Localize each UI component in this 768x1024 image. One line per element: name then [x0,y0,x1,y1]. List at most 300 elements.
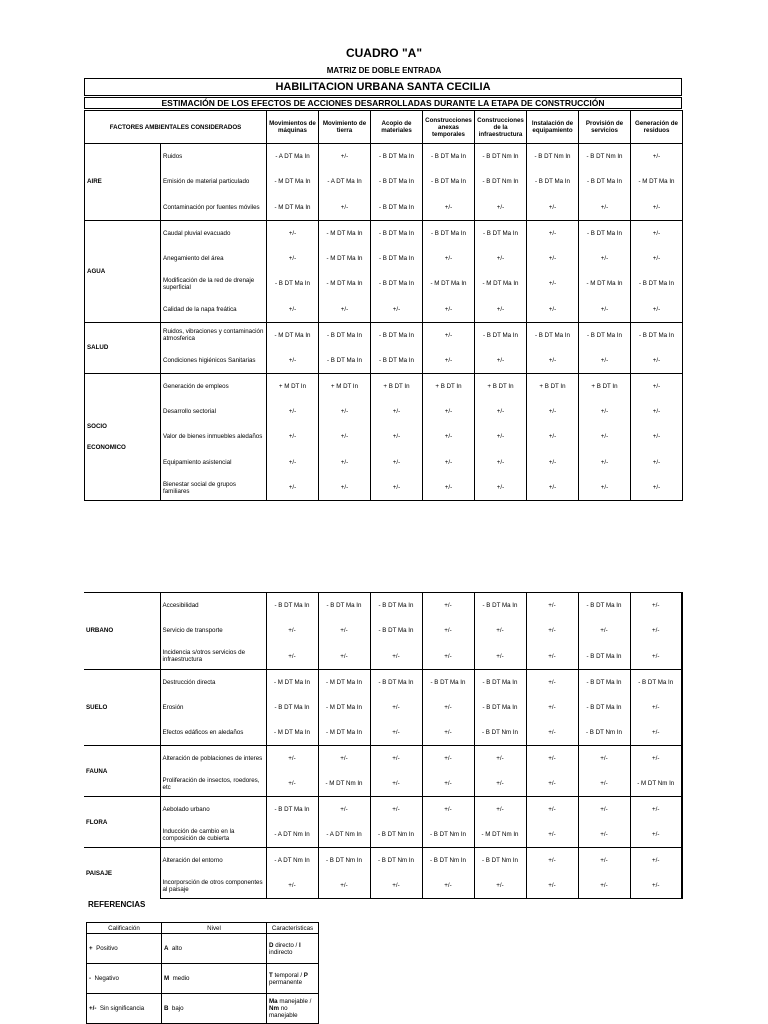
impact-cell: +/- [527,271,579,297]
impact-cell: +/- [474,618,526,644]
impact-cell: - A DT Nm In [318,822,370,848]
impact-cell: - B DT Ma In [578,695,630,721]
ref-symbol: + [89,945,93,952]
impact-cell: +/- [423,297,475,323]
impact-cell: - B DT Ma In [370,593,422,619]
impact-cell: +/- [266,618,318,644]
impact-cell: +/- [631,399,683,425]
factor-label: Alteración de poblaciones de interes [160,746,266,772]
impact-cell: +/- [370,746,422,772]
impact-cell: - B DT Ma In [371,144,423,170]
factor-group-label: FLORA [86,818,108,826]
impact-cell: - B DT Ma In [422,669,474,695]
impact-cell: - B DT Ma In [474,593,526,619]
impact-cell: +/- [630,746,682,772]
impact-cell: - M DT Ma In [318,695,370,721]
impact-cell: - M DT Ma In [319,220,371,246]
ref-symbol: +/- [89,1005,97,1012]
impact-cell: +/- [526,848,578,874]
impact-cell: +/- [578,873,630,899]
factor-group-label: PAISAJE [86,869,113,877]
impact-cell: +/- [630,848,682,874]
table-row [84,797,682,823]
spacer [87,430,158,444]
action-header: Movimiento de tierra [319,111,371,144]
impact-cell: - B DT Ma In [371,195,423,221]
impact-cell: - B DT Ma In [527,322,579,348]
impact-cell: - M DT Ma In [475,271,527,297]
references-table [86,922,319,1024]
impact-cell: +/- [475,348,527,374]
impact-cell: +/- [526,797,578,823]
impact-cell: +/- [578,746,630,772]
factor-label: Condiciones higiénicos Sanitarias [161,348,267,374]
impact-cell: +/- [422,644,474,670]
impact-cell: +/- [474,771,526,797]
impact-cell: +/- [630,720,682,746]
impact-cell: - B DT Ma In [579,220,631,246]
impact-cell: +/- [474,873,526,899]
impact-cell: +/- [318,746,370,772]
impact-cell: +/- [631,220,683,246]
impact-cell: +/- [474,746,526,772]
impact-cell: + M DT In [267,373,319,399]
table-row [85,169,683,195]
impact-cell: +/- [422,771,474,797]
action-header: Construcciones anexas temporales [423,111,475,144]
impact-cell: +/- [422,618,474,644]
impact-cell: +/- [630,644,682,670]
project-title: HABILITACION URBANA SANTA CECILIA [84,78,682,96]
impact-cell: - B DT Ma In [371,169,423,195]
ref-header: Características [267,923,319,934]
impact-cell: +/- [526,746,578,772]
impact-cell: +/- [526,873,578,899]
impact-cell: - M DT Ma In [318,720,370,746]
table-row [85,297,683,323]
impact-cell: - B DT Ma In [371,322,423,348]
factor-label: Destrucción directa [160,669,266,695]
impact-cell: - M DT Ma In [319,271,371,297]
table-row [84,746,682,772]
impact-cell: +/- [370,873,422,899]
table-row [85,373,683,399]
impact-cell: +/- [267,450,319,476]
table-row [84,618,682,644]
table-caption: ESTIMACIÓN DE LOS EFECTOS DE ACCIONES DESARROLLADAS DURANTE LA ETAPA DE CONSTRUCCIÓN [84,97,682,109]
impact-cell: +/- [631,246,683,272]
impact-cell: - B DT Ma In [370,669,422,695]
impact-cell: +/- [526,695,578,721]
table-row [84,669,682,695]
ref-symbol: Ma [269,998,278,1005]
impact-cell: +/- [579,297,631,323]
impact-cell: - B DT Ma In [371,220,423,246]
impact-cell: +/- [579,424,631,450]
impact-cell: +/- [422,593,474,619]
factor-label: Efectos edáficos en aledaños [160,720,266,746]
table-row [85,220,683,246]
impact-cell: - B DT Nm In [475,169,527,195]
impact-cell: +/- [422,746,474,772]
impact-cell: +/- [370,695,422,721]
impact-cell: +/- [631,348,683,374]
impact-cell: +/- [266,771,318,797]
ref-nivel [162,934,267,964]
impact-cell: - M DT Nm In [318,771,370,797]
factors-header: FACTORES AMBIENTALES CONSIDERADOS [85,111,267,144]
ref-text: medio [172,975,190,982]
ref-symbol: Nm [269,1005,279,1012]
ref-symbol: D [269,941,274,949]
factor-label: Contaminación por fuentes móviles [161,195,267,221]
impact-cell: +/- [475,195,527,221]
impact-cell: +/- [526,593,578,619]
impact-cell: +/- [266,644,318,670]
table-row [85,348,683,374]
impact-cell: +/- [527,424,579,450]
impact-matrix-top [84,110,683,501]
impact-cell: - A DT Nm In [266,822,318,848]
impact-cell: +/- [422,720,474,746]
factor-label: Modificación de la red de drenaje superficial [163,276,255,291]
impact-cell: +/- [267,424,319,450]
impact-cell: +/- [527,399,579,425]
impact-cell: +/- [631,144,683,170]
impact-cell: +/- [423,322,475,348]
table-row [84,771,682,797]
impact-cell: +/- [423,399,475,425]
table-row [84,720,682,746]
impact-cell: +/- [527,220,579,246]
impact-cell: - M DT Ma In [267,195,319,221]
impact-cell: +/- [527,246,579,272]
factor-label: Ruidos, vibraciones y contaminación atmosferica [161,322,267,348]
impact-cell: - B DT Ma In [579,322,631,348]
ref-row [87,934,319,964]
factor-label: Alteración del entorno [160,848,266,874]
table-row [85,322,683,348]
impact-cell: - M DT Ma In [631,169,683,195]
ref-caracteristicas: D directo / I indirecto [267,934,319,964]
impact-cell: - B DT Nm In [578,720,630,746]
impact-cell: +/- [475,450,527,476]
factor-group [85,220,161,322]
factor-group-label: SALUD [87,344,109,351]
impact-cell: - B DT Ma In [474,695,526,721]
factor-label: Equipamiento asistencial [163,458,232,466]
impact-cell: - M DT Ma In [318,669,370,695]
impact-cell: - M DT Ma In [579,271,631,297]
impact-cell: - B DT Ma In [527,169,579,195]
ref-text: bajo [171,1005,184,1012]
impact-cell: +/- [527,195,579,221]
impact-cell: - B DT Ma In [423,220,475,246]
impact-cell: +/- [318,644,370,670]
action-header: Provisión de servicios [579,111,631,144]
impact-cell: +/- [423,246,475,272]
impact-cell: - A DT Ma In [319,169,371,195]
impact-cell: +/- [423,195,475,221]
impact-cell: - M DT Ma In [266,720,318,746]
impact-cell: - M DT Ma In [423,271,475,297]
factor-group-label: ECONOMICO [87,443,126,451]
impact-cell: +/- [579,475,631,501]
impact-cell: - B DT Ma In [631,271,683,297]
action-header: Instalación de equipamiento [527,111,579,144]
ref-calificacion [87,994,162,1024]
factor-label: Anegamiento del área [163,254,224,262]
ref-symbol: - [89,975,92,982]
impact-cell: - B DT Nm In [370,848,422,874]
impact-cell: - B DT Nm In [474,848,526,874]
impact-cell: + B DT In [475,373,527,399]
impact-cell: - B DT Ma In [319,348,371,374]
impact-cell: + B DT In [527,373,579,399]
ref-symbol: T [269,971,273,979]
table-row [84,822,682,848]
impact-cell: +/- [630,695,682,721]
impact-cell: - B DT Ma In [579,169,631,195]
impact-cell: - M DT Nm In [630,771,682,797]
impact-cell: +/- [630,873,682,899]
impact-cell: +/- [422,873,474,899]
ref-calificacion [87,964,162,994]
impact-cell: - M DT Ma In [267,169,319,195]
impact-cell: - M DT Ma In [266,669,318,695]
impact-cell: - B DT Ma In [318,593,370,619]
impact-cell: +/- [526,771,578,797]
action-header: Construcciones de la infraestructura [475,111,527,144]
impact-cell: - B DT Ma In [578,593,630,619]
ref-text: temporal [274,971,299,979]
impact-cell: +/- [526,618,578,644]
factor-label: Incidencia s/otros servicios de infraestructura [160,644,266,670]
impact-cell: +/- [475,399,527,425]
factor-group-label: AIRE [87,178,102,186]
impact-cell: +/- [579,399,631,425]
ref-text: manejable [279,998,308,1005]
table-row [84,873,682,899]
factor-group [84,669,160,746]
factor-group-label: FAUNA [86,767,108,775]
impact-cell: +/- [266,746,318,772]
impact-cell: +/- [630,618,682,644]
table-row [84,695,682,721]
impact-cell: - M DT Nm In [474,822,526,848]
impact-cell: +/- [631,450,683,476]
impact-cell: +/- [526,720,578,746]
impact-cell: - B DT Ma In [578,669,630,695]
impact-cell: +/- [370,797,422,823]
impact-cell: +/- [423,424,475,450]
ref-symbol: P [303,971,308,979]
impact-cell: +/- [579,195,631,221]
factor-label: Proliferación de insectos, roedores, etc [160,771,266,797]
page-subtitle: MATRIZ DE DOBLE ENTRADA [326,66,442,75]
factor-label: Incorporsción de otros componentes al paisaje [160,873,266,899]
factor-group [85,322,161,373]
ref-text: directo [275,941,294,949]
impact-cell: +/- [526,669,578,695]
impact-cell: +/- [527,475,579,501]
impact-cell: +/- [267,297,319,323]
factor-group [84,848,160,899]
ref-header: Nivel [162,923,267,934]
ref-text: Negativo [94,975,119,982]
impact-cell: + B DT In [423,373,475,399]
impact-cell: - B DT Ma In [266,695,318,721]
impact-cell: +/- [370,771,422,797]
table-row [84,848,682,874]
ref-text: indirecto [269,948,293,956]
factor-label: Ruidos [161,144,267,170]
impact-cell: + B DT In [371,373,423,399]
impact-cell: +/- [578,618,630,644]
table-row [85,271,683,297]
factor-group [85,373,161,501]
table-row [85,450,683,476]
impact-cell: + M DT In [319,373,371,399]
impact-matrix-bottom [84,592,683,899]
factor-group [85,144,161,221]
impact-cell: +/- [423,475,475,501]
impact-cell: +/- [319,424,371,450]
impact-cell: +/- [370,720,422,746]
ref-symbol: M [164,975,170,982]
ref-text: Sin significancia [99,1005,145,1012]
impact-cell: +/- [631,195,683,221]
impact-cell: +/- [319,399,371,425]
impact-cell: +/- [267,399,319,425]
impact-cell: - M DT Ma In [319,246,371,272]
impact-cell: +/- [526,644,578,670]
factor-group-label: SUELO [86,703,108,711]
impact-cell: +/- [267,348,319,374]
impact-cell: - M DT Ma In [267,322,319,348]
impact-cell: - B DT Nm In [579,144,631,170]
impact-cell: - B DT Nm In [422,848,474,874]
impact-cell: - B DT Nm In [422,822,474,848]
impact-cell: +/- [631,297,683,323]
table-row [84,593,682,619]
impact-cell: +/- [319,144,371,170]
table-row [85,195,683,221]
impact-cell: +/- [578,797,630,823]
impact-cell: +/- [474,644,526,670]
factor-label: Bienestar social de grupos familiares [161,475,267,501]
impact-cell: - B DT Ma In [266,797,318,823]
action-header: Generación de residuos [631,111,683,144]
factor-label: Erosión [162,703,184,711]
impact-cell: +/- [527,297,579,323]
factor-label: Servicio de transporte [162,627,223,635]
impact-cell: +/- [423,450,475,476]
table-row [85,399,683,425]
impact-cell: - B DT Ma In [371,271,423,297]
impact-cell: - B DT Ma In [475,220,527,246]
ref-caracteristicas: Ma manejable / Nm no manejable [267,994,319,1024]
impact-cell: - B DT Ma In [423,144,475,170]
impact-cell: +/- [474,797,526,823]
table-row [85,144,683,170]
impact-cell: - B DT Ma In [474,669,526,695]
factor-group-label: URBANO [86,627,114,635]
impact-cell: - B DT Ma In [631,322,683,348]
table-row [84,644,682,670]
ref-row [87,964,319,994]
impact-cell: +/- [578,822,630,848]
ref-symbol: I [298,941,301,949]
impact-cell: +/- [630,822,682,848]
factor-group [84,593,160,670]
impact-cell: +/- [422,797,474,823]
impact-cell: +/- [371,399,423,425]
impact-cell: - B DT Nm In [370,822,422,848]
impact-cell: +/- [579,246,631,272]
factor-label: Emisión de material particulado [163,178,250,186]
ref-caracteristicas: T temporal / P permanente [267,964,319,994]
impact-cell: +/- [527,450,579,476]
table-row [85,475,683,501]
impact-cell: - B DT Ma In [423,169,475,195]
impact-cell: +/- [371,297,423,323]
impact-cell: - B DT Ma In [475,322,527,348]
ref-symbol: B [164,1005,169,1012]
ref-nivel [162,964,267,994]
ref-text: Positivo [96,945,118,952]
table-row [85,424,683,450]
impact-cell: +/- [318,873,370,899]
impact-cell: +/- [631,373,683,399]
impact-cell: +/- [267,220,319,246]
impact-cell: +/- [631,475,683,501]
impact-cell: - A DT Nm In [266,848,318,874]
ref-row [87,994,319,1024]
impact-cell: - B DT Nm In [527,144,579,170]
impact-cell: - B DT Ma In [371,246,423,272]
page-title: CUADRO "A" [345,46,423,60]
impact-cell: +/- [318,797,370,823]
references-title: REFERENCIAS [88,900,146,909]
ref-header: Calificación [87,923,162,934]
impact-cell: +/- [527,348,579,374]
factor-label: Inducción de cambio en la composición de cubierta [160,822,266,848]
factor-label: Aebolado urbano [160,797,266,823]
action-header: Movimientos de máquinas [267,111,319,144]
impact-cell: + B DT In [579,373,631,399]
impact-cell: +/- [526,822,578,848]
impact-cell: - B DT Ma In [578,644,630,670]
ref-text: no manejable [269,1005,298,1019]
impact-cell: +/- [371,450,423,476]
ref-calificacion [87,934,162,964]
impact-cell: +/- [475,297,527,323]
ref-text: alto [171,945,182,952]
ref-nivel [162,994,267,1024]
ref-symbol: A [164,945,169,952]
factor-group [84,746,160,797]
impact-cell: +/- [319,450,371,476]
impact-cell: - B DT Nm In [318,848,370,874]
impact-cell: +/- [579,348,631,374]
factor-label: Desarrollo sectorial [163,407,216,415]
factor-label: Valor de bienes inmuebles aledaños [163,433,263,441]
impact-cell: +/- [267,246,319,272]
impact-cell: +/- [630,593,682,619]
table-row [85,246,683,272]
ref-text: permanente [269,978,303,986]
